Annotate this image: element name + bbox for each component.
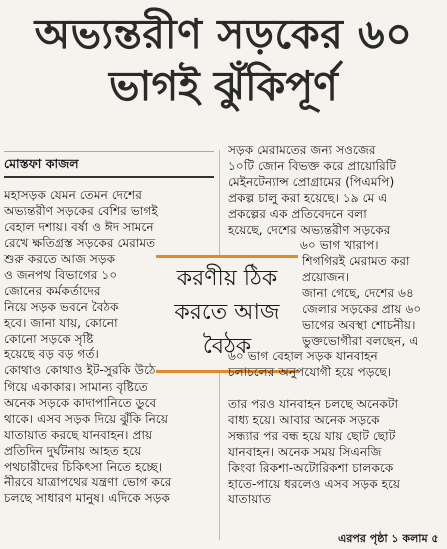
column-2-top	[228, 143, 445, 254]
text-line: যানবাহন। অনেক সময় সিএনজি	[228, 444, 382, 459]
pull-quote: করণীয় ঠিক করতে আজ বৈঠক	[156, 255, 298, 373]
text-line: ১০টি জোন বিভক্ত করে প্রায়োরিটি	[228, 158, 396, 173]
headline	[0, 8, 447, 112]
text-line: কিংবা রিকশা-অটোরিকশা চালককে	[228, 460, 394, 475]
column-1-middle	[4, 252, 155, 379]
text-line: ৬০ ভাগ খারাপ।	[300, 238, 379, 253]
text-line: ও জনপথ বিভাগের ১০	[4, 267, 118, 282]
text-line: ভাগের অবস্থা শোচনীয়।	[302, 317, 416, 332]
text-line: মেইনটেন্যান্স প্রোগ্রামের (পিএমপি)	[228, 174, 395, 189]
text-line: শুরু করতে আজ সড়ক	[4, 252, 116, 266]
text-line: প্রতিদিন দুর্ঘটনায় আহত হয়ে	[4, 443, 142, 458]
text-line: জেলার সড়কের প্রায় ৬০	[302, 301, 422, 316]
text-line: মহাসড়ক যেমন তেমন দেশের	[4, 188, 142, 202]
text-line: বাধ্য হয়ে। আবার অনেক সড়কে	[228, 412, 380, 427]
byline-rule	[4, 176, 214, 178]
column-1-bottom	[4, 380, 214, 507]
text-line: থাকে। এসব সড়ক দিয়ে ঝুঁকি নিয়ে	[4, 411, 169, 426]
text-line: রেখে ক্ষতিগ্রস্ত সড়কের মেরামত	[4, 235, 156, 250]
text-line: তার পরও যানবাহন চলছে অনেকটা	[228, 397, 399, 411]
text-line: নিয়ে সড়ক ভবনে বৈঠক	[4, 299, 119, 314]
text-line: প্রকল্পের এক প্রতিবেদনে বলা	[228, 206, 367, 221]
text-line: প্রকল্প চালু করা হয়েছে। ১৯ মে এ	[228, 190, 388, 205]
column-2-middle	[228, 254, 445, 381]
text-line: হবে। জানা যায়, কোনো	[4, 315, 118, 330]
text-line: নীরবে যাত্রাপথের যন্ত্রণা ভোগ করে	[4, 475, 172, 490]
headline-line-2: ভাগই ঝুঁকিপূর্ণ	[109, 62, 338, 110]
text-line: ভুক্তভোগীরা বলছেন, এ	[302, 333, 419, 348]
text-line: কোনো সড়কে সৃষ্টি	[4, 331, 94, 346]
text-line: চলাচলের অনুপযোগী হয়ে পড়ছে।	[228, 365, 392, 380]
text-line: বেহাল দশায়। বর্ষা ও ঈদ সামনে	[4, 219, 154, 234]
text-line: জোনের কর্মকর্তাদের	[4, 283, 101, 298]
byline: মোস্তফা কাজল	[4, 151, 214, 174]
text-line: হাতে-পায়ে ধরলেও এসব সড়ক হয়ে	[228, 476, 401, 491]
text-line: অনেক সড়কে কাদাপানিতে ডুবে	[4, 395, 157, 410]
text-line: পথচারীদের চিকিৎসা নিতে হচ্ছে।	[4, 459, 163, 474]
text-line: অভ্যন্তরীণ সড়কের বেশির ভাগই	[4, 203, 158, 218]
text-line: যাতায়াত	[228, 492, 272, 507]
text-line: জানা গেছে, দেশের ৬৪	[302, 285, 414, 300]
text-line: শিগগিরই মেরামত করা	[302, 254, 410, 268]
text-line: যাতায়াত করছে যানবাহন। প্রায়	[4, 427, 153, 442]
text-line: হয়েছে বড় বড় গর্ত।	[4, 347, 99, 362]
headline-line-1: অভ্যন্তরীণ সড়কের ৬০	[34, 10, 413, 58]
text-line: ৬০ ভাগ বেহাল সড়ক যানবাহন	[228, 349, 378, 364]
text-line: গিয়ে একাকার। সামান্য বৃষ্টিতে	[4, 380, 148, 394]
text-line: হয়েছে, দেশের অভ্যন্তরীণ সড়কের	[228, 222, 391, 237]
column-1-top	[4, 188, 214, 252]
text-line: চলছে সাধারণ মানুষ। এদিকে সড়ক	[4, 491, 170, 506]
text-line: কোথাও কোথাও ইট-সুরকি উঠে	[4, 363, 156, 378]
text-line: সন্ধ্যার পর বন্ধ হয়ে যায় ছোট ছোট	[228, 428, 396, 443]
text-line: সড়ক মেরামতের জন্য সওজের	[228, 143, 376, 157]
text-line: প্রয়োজন।	[302, 269, 350, 284]
column-2-bottom	[228, 397, 445, 508]
continuation-note[interactable]: এরপর পৃষ্ঠা ১ কলাম ৫	[338, 532, 439, 545]
